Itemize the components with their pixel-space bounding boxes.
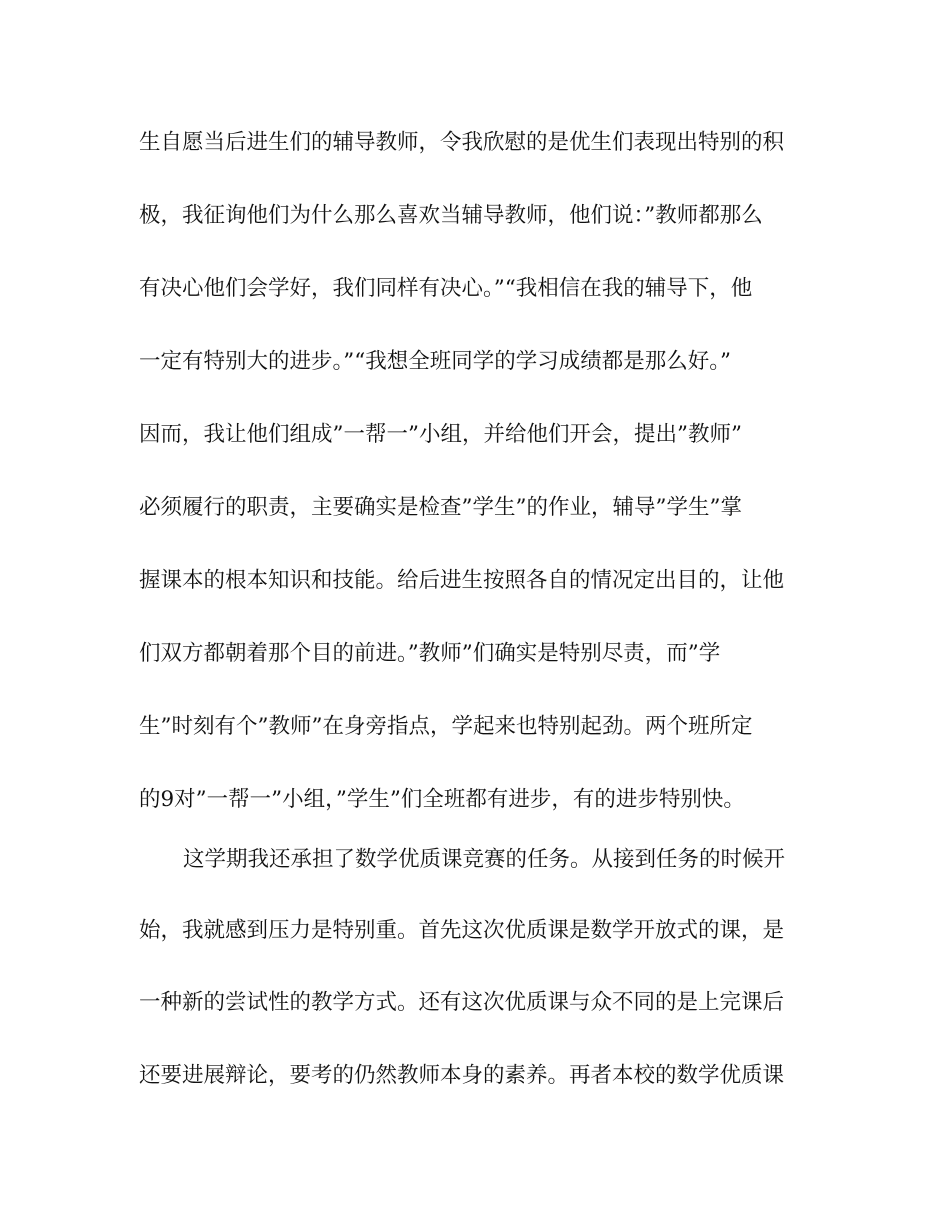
text-line: 因而，我让他们组成”一帮一”小组，并给他们开会，提出”教师”	[139, 422, 742, 447]
text-line: 生自愿当后进生们的辅导教师，令我欣慰的是优生们表现出特别的积	[139, 130, 785, 155]
text-line: 始，我就感到压力是特别重。首先这次优质课是数学开放式的课，是	[139, 918, 785, 943]
text-line: 的9对”一帮一”小组，”学生”们全班都有进步，有的进步特别快。	[139, 787, 745, 812]
text-line: 极，我征询他们为什么那么喜欢当辅导教师，他们说：”教师都那么	[139, 203, 763, 228]
text-line: 握课本的根本知识和技能。给后进生按照各自的情况定出目的，让他	[139, 568, 785, 593]
text-line: 还要进展辩论，要考的仍然教师本身的素养。再者本校的数学优质课	[139, 1063, 785, 1088]
text-line: 一种新的尝试性的教学方式。还有这次优质课与众不同的是上完课后	[139, 990, 785, 1015]
text-line: 们双方都朝着那个目的前进。”教师”们确实是特别尽责，而”学	[139, 641, 721, 666]
text-line: 一定有特别大的进步。”“我想全班同学的学习成绩都是那么好。”	[139, 349, 731, 374]
text-line: 有决心他们会学好，我们同样有决心。”“我相信在我的辅导下，他	[139, 276, 753, 301]
text-line: 生”时刻有个”教师”在身旁指点，学起来也特别起劲。两个班所定	[139, 714, 753, 739]
text-line: 必须履行的职责，主要确实是检查”学生”的作业，辅导”学生”掌	[139, 495, 742, 520]
paragraph-first-line: 这学期我还承担了数学优质课竞赛的任务。从接到任务的时候开	[183, 847, 786, 872]
